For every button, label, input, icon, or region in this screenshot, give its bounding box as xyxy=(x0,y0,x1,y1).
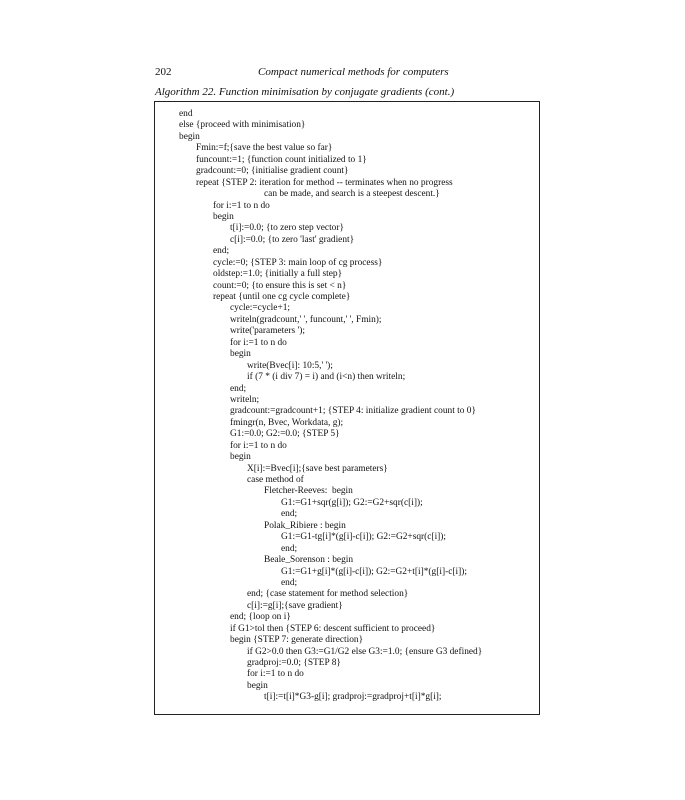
code-line: cycle:=cycle+1; xyxy=(230,303,291,314)
code-line: case method of xyxy=(247,475,304,485)
code-line: begin {STEP 7: generate direction} xyxy=(230,635,364,646)
code-line: gradcount:=0; {initialise gradient count} xyxy=(196,166,349,177)
code-line: end; xyxy=(281,509,298,520)
code-line: writeln(gradcount,' ', funcount,' ', Fmin); xyxy=(230,314,382,325)
code-line: begin xyxy=(213,211,234,222)
code-line: end xyxy=(179,109,193,119)
code-listing xyxy=(179,109,482,704)
code-line: gradproj:=0.0; {STEP 8} xyxy=(247,658,341,668)
code-line: t[i]:=t[i]*G3-g[i]; gradproj:=gradproj+t[i]*g[i]; xyxy=(264,692,442,703)
page-number: 202 xyxy=(155,66,172,78)
code-line: funcount:=1; {function count initialized to 1} xyxy=(196,154,367,165)
code-line: Beale_Sorenson : begin xyxy=(264,555,354,566)
code-line: G1:=G1-tg[i]*(g[i]-c[i]); G2:=G2+sqr(c[i]); xyxy=(281,532,447,543)
code-line: G1:=G1+sqr(g[i]); G2:=G2+sqr(c[i]); xyxy=(281,497,423,508)
code-line: else {proceed with minimisation} xyxy=(179,120,306,131)
code-line: X[i]:=Bvec[i];{save best parameters} xyxy=(247,463,388,474)
code-line: begin xyxy=(230,452,251,463)
code-line: end; xyxy=(281,577,298,588)
code-line: begin xyxy=(230,349,251,360)
code-line: if G1>tol then {STEP 6: descent sufficient to proceed} xyxy=(230,623,436,634)
code-line: c[i]:=0.0; {to zero 'last' gradient} xyxy=(230,234,355,245)
code-line: begin xyxy=(247,680,268,691)
code-listing-box xyxy=(154,101,540,715)
code-line: for i:=1 to n do xyxy=(230,440,287,451)
code-line: c[i]:=g[i];{save gradient} xyxy=(247,600,343,611)
code-line: Polak_Ribiere : begin xyxy=(264,520,346,531)
code-line: end; {loop on i} xyxy=(230,612,291,623)
code-line: gradcount:=gradcount+1; {STEP 4: initialize gradient count to 0} xyxy=(230,406,476,417)
code-line: oldstep:=1.0; {initially a full step} xyxy=(213,269,343,280)
code-line: if (7 * (i div 7) = i) and (i<n) then writeln; xyxy=(247,372,406,383)
code-line: for i:=1 to n do xyxy=(213,200,270,211)
code-line: writeln; xyxy=(230,394,260,405)
code-line: end; xyxy=(281,543,298,554)
code-line: if G2>0.0 then G3:=G1/G2 else G3:=1.0; {ensure G3 defined} xyxy=(247,646,483,657)
code-line: Fletcher-Reeves: begin xyxy=(264,486,353,497)
code-line: G1:=G1+g[i]*(g[i]-c[i]); G2:=G2+t[i]*(g[i]-c[i]); xyxy=(281,566,467,577)
running-title: Compact numerical methods for computers xyxy=(258,66,449,78)
code-line: write('parameters '); xyxy=(230,326,305,337)
algorithm-caption: Algorithm 22. Function minimisation by conjugate gradients (cont.) xyxy=(155,86,455,98)
code-line: begin xyxy=(179,131,200,142)
code-line: Fmin:=f;{save the best value so far} xyxy=(196,143,333,154)
code-line: end; {case statement for method selection} xyxy=(247,589,409,600)
code-line: repeat {until one cg cycle complete} xyxy=(213,292,351,302)
code-line: write(Bvec[i]: 10:5,' '); xyxy=(247,360,333,371)
code-line: count:=0; {to ensure this is set < n} xyxy=(213,280,347,291)
code-line: G1:=0.0; G2:=0.0; {STEP 5} xyxy=(230,429,340,440)
code-line: end; xyxy=(213,246,230,257)
code-line: for i:=1 to n do xyxy=(247,669,304,680)
code-line: t[i]:=0.0; {to zero step vector} xyxy=(230,223,344,234)
code-line: cycle:=0; {STEP 3: main loop of cg process} xyxy=(213,257,383,268)
code-line: fmingr(n, Bvec, Workdata, g); xyxy=(230,417,344,428)
code-line: for i:=1 to n do xyxy=(230,337,287,348)
code-line: repeat {STEP 2: iteration for method -- terminates when no progress xyxy=(196,177,453,188)
code-line: can be made, and search is a steepest descent.} xyxy=(264,189,440,200)
code-line: end; xyxy=(230,383,247,394)
